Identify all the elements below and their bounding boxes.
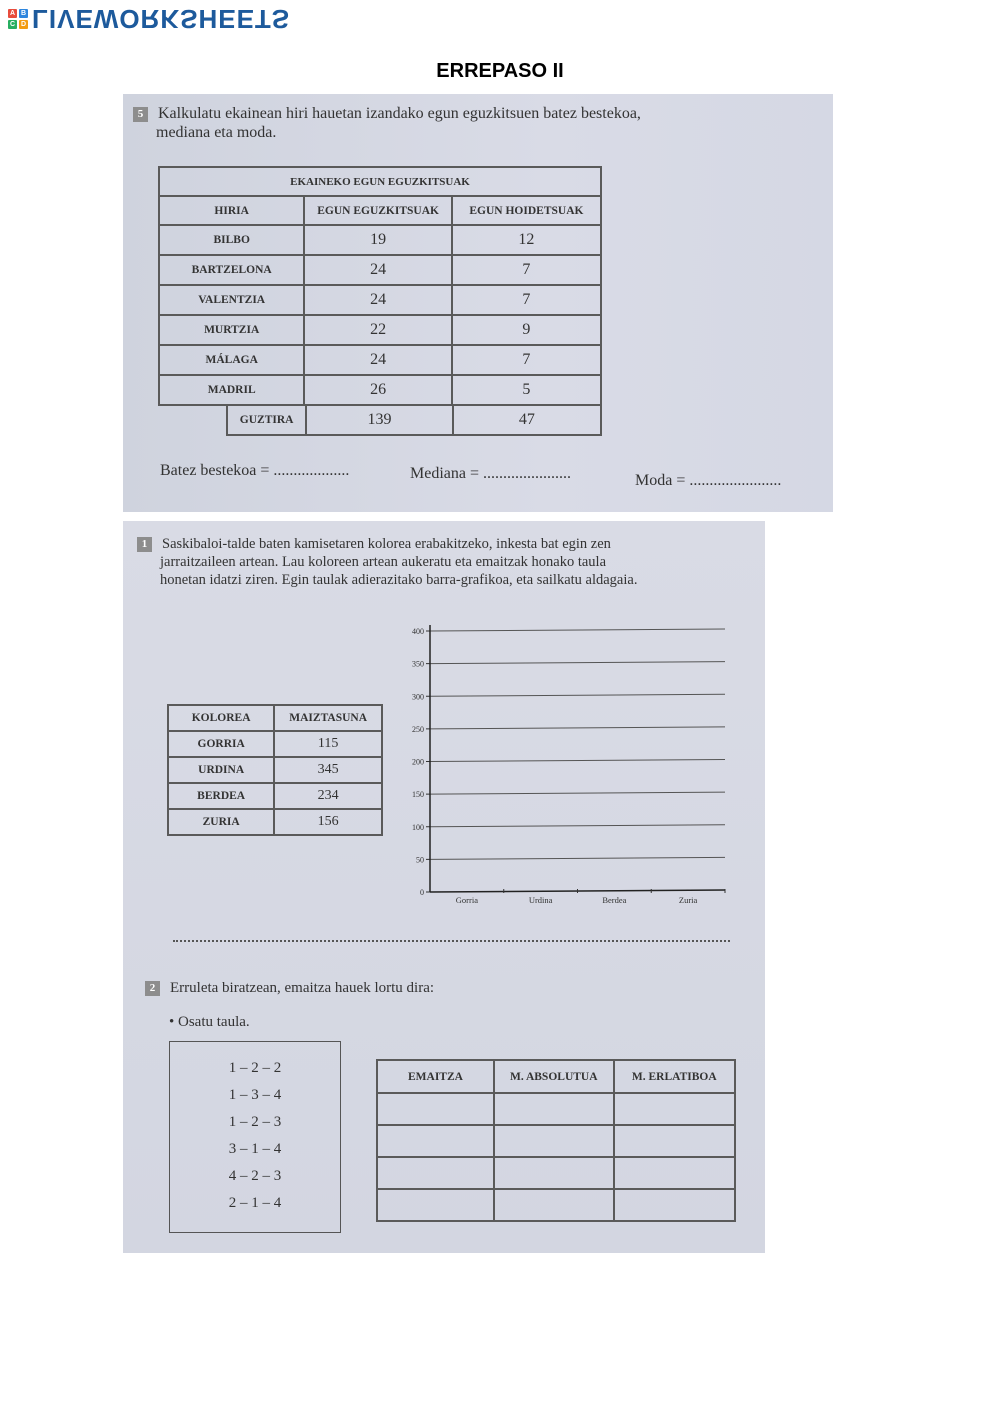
color-frequency-table (167, 704, 383, 836)
x-category-label: Gorria (455, 895, 478, 905)
answer-cell[interactable] (494, 1125, 614, 1157)
exercise-text-line: mediana eta moda. (156, 124, 277, 141)
answer-cell[interactable] (614, 1093, 735, 1125)
logo-grid-icon (8, 9, 28, 29)
column-header: EGUN HOIDETSUAK (452, 196, 601, 225)
gridline (430, 727, 725, 729)
sequence-item: 2 – 1 – 4 (228, 1195, 282, 1211)
y-tick-label: 250 (412, 724, 424, 734)
total-row-table (226, 404, 602, 436)
page-title: ERREPASO II (436, 60, 564, 82)
sequence-item: 1 – 2 – 2 (228, 1060, 282, 1076)
frequency-cell: 345 (274, 757, 382, 783)
y-tick-label: 50 (416, 855, 424, 865)
value-cell: 7 (452, 345, 601, 375)
table-row (377, 1157, 735, 1189)
city-cell: BILBO (159, 225, 304, 255)
exercise-text-line: jarraitzaileen artean. Lau koloreen artean aukeratu eta emaitzak honako taula (160, 554, 607, 570)
exercise-2-text (145, 979, 434, 998)
table-row (168, 731, 382, 757)
column-header: KOLOREA (168, 705, 274, 731)
table-row (159, 375, 601, 405)
column-header: HIRIA (159, 196, 304, 225)
logo-text: LIVEWORKSHEETS (32, 4, 291, 34)
table-row (159, 315, 601, 345)
table-row (159, 285, 601, 315)
table-row (159, 225, 601, 255)
exercise-2-bullet: • Osatu taula. (169, 1014, 250, 1030)
value-cell: 9 (452, 315, 601, 345)
sequence-item: 3 – 1 – 4 (228, 1141, 282, 1157)
exercise-number: 5 (133, 107, 148, 122)
table-row (377, 1189, 735, 1221)
table-row (159, 345, 601, 375)
value-cell: 19 (304, 225, 452, 255)
sunny-days-table (158, 166, 602, 406)
column-header: M. ERLATIBOA (614, 1060, 735, 1093)
mode-answer[interactable]: Moda = ....................... (635, 472, 782, 489)
gridline (430, 857, 725, 859)
y-tick-label: 400 (412, 627, 424, 636)
exercise-5-text (133, 104, 813, 142)
exercise-text-line: honetan idatzi ziren. Egin taulak adierazitako barra-grafikoa, eta sailkatu aldagaia. (160, 572, 638, 588)
color-cell: ZURIA (168, 809, 274, 835)
answer-cell[interactable] (494, 1157, 614, 1189)
frequency-cell: 234 (274, 783, 382, 809)
column-header: EGUN EGUZKITSUAK (304, 196, 452, 225)
answer-cell[interactable] (614, 1189, 735, 1221)
column-header: M. ABSOLUTUA (494, 1060, 614, 1093)
logo-cell: B (20, 10, 27, 17)
liveworksheets-logo[interactable] (8, 6, 290, 32)
exercise-5-photo (123, 94, 833, 512)
table-row (168, 809, 382, 835)
median-answer[interactable]: Mediana = ...................... (410, 465, 571, 482)
exercise-text-line: Kalkulatu ekainean hiri hauetan izandako egun eguzkitsuen batez bestekoa, (158, 105, 641, 122)
x-category-label: Urdina (528, 895, 553, 905)
value-cell: 22 (304, 315, 452, 345)
logo-cell: D (20, 21, 27, 28)
city-cell: MADRIL (159, 375, 304, 405)
total-label: GUZTIRA (227, 405, 306, 435)
frequency-cell: 115 (274, 731, 382, 757)
y-tick-label: 350 (412, 659, 424, 669)
city-cell: VALENTZIA (159, 285, 304, 315)
value-cell: 24 (304, 255, 452, 285)
answer-cell[interactable] (377, 1189, 494, 1221)
table-caption: EKAINEKO EGUN EGUZKITSUAK (159, 167, 601, 196)
y-tick-label: 100 (412, 822, 424, 832)
roulette-sequences-box (169, 1041, 341, 1233)
dotted-answer-line[interactable] (173, 940, 730, 942)
exercise-1-text (137, 535, 757, 589)
answer-cell[interactable] (494, 1189, 614, 1221)
table-row (168, 757, 382, 783)
answer-cell[interactable] (377, 1157, 494, 1189)
table-row (168, 783, 382, 809)
bar-chart (400, 618, 730, 908)
sequence-item: 4 – 2 – 3 (228, 1168, 282, 1184)
sequence-item: 1 – 2 – 3 (228, 1114, 282, 1130)
value-cell: 7 (452, 255, 601, 285)
city-cell: MÁLAGA (159, 345, 304, 375)
mean-answer[interactable]: Batez bestekoa = ................... (160, 462, 350, 479)
y-tick-label: 300 (412, 692, 424, 702)
column-header: EMAITZA (377, 1060, 494, 1093)
color-cell: GORRIA (168, 731, 274, 757)
value-cell: 24 (304, 345, 452, 375)
total-sunny: 139 (306, 405, 452, 435)
total-cloudy: 47 (453, 405, 601, 435)
value-cell: 5 (452, 375, 601, 405)
x-category-label: Zuria (678, 895, 698, 905)
table-row (377, 1125, 735, 1157)
sequence-item: 1 – 3 – 4 (228, 1087, 282, 1103)
column-header: MAIZTASUNA (274, 705, 382, 731)
table-row (159, 255, 601, 285)
value-cell: 24 (304, 285, 452, 315)
roulette-results-table (376, 1059, 736, 1222)
exercise-number: 2 (145, 981, 160, 996)
answer-cell[interactable] (377, 1093, 494, 1125)
exercise-text-line: Erruleta biratzean, emaitza hauek lortu dira: (170, 980, 435, 996)
y-tick-label: 150 (412, 790, 424, 800)
exercise-text-line: Saskibaloi-talde baten kamisetaren kolorea erabakitzeko, inkesta bat egin zen (162, 536, 611, 552)
logo-cell: C (9, 21, 16, 28)
gridline (430, 825, 725, 827)
exercise-number: 1 (137, 537, 152, 552)
logo-cell: A (9, 10, 16, 17)
color-cell: BERDEA (168, 783, 274, 809)
table-row (377, 1093, 735, 1125)
answer-cell[interactable] (494, 1093, 614, 1125)
value-cell: 26 (304, 375, 452, 405)
value-cell: 12 (452, 225, 601, 255)
x-category-label: Berdea (602, 895, 627, 905)
answer-cell[interactable] (377, 1125, 494, 1157)
city-cell: BARTZELONA (159, 255, 304, 285)
color-cell: URDINA (168, 757, 274, 783)
gridline (430, 694, 725, 696)
answer-cell[interactable] (614, 1157, 735, 1189)
value-cell: 7 (452, 285, 601, 315)
city-cell: MURTZIA (159, 315, 304, 345)
gridline (430, 760, 725, 762)
gridline (430, 662, 725, 664)
frequency-cell: 156 (274, 809, 382, 835)
y-tick-label: 200 (412, 757, 424, 767)
gridline (430, 629, 725, 631)
gridline (430, 792, 725, 794)
y-tick-label: 0 (420, 888, 424, 897)
answer-cell[interactable] (614, 1125, 735, 1157)
